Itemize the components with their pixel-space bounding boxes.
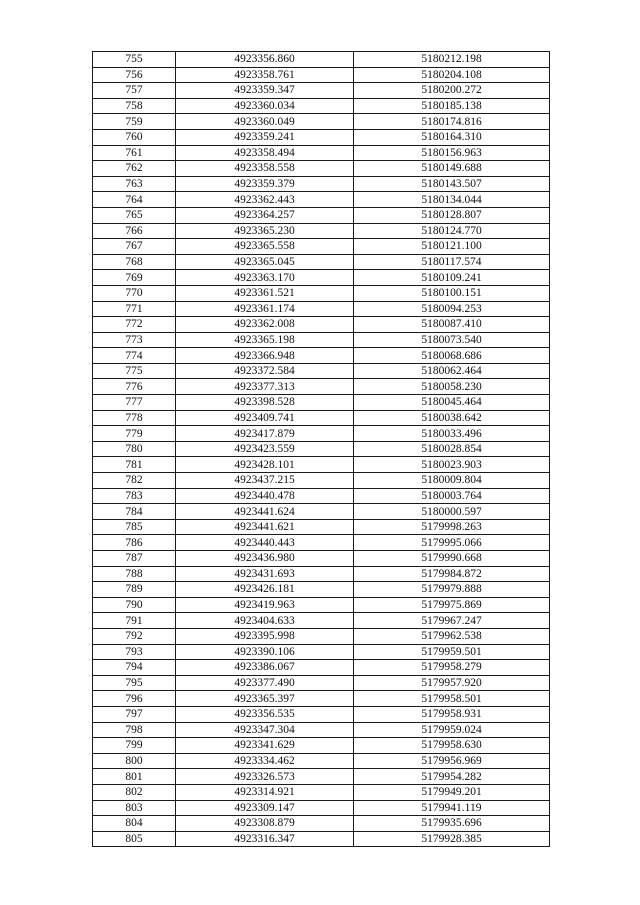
x-coordinate-cell: 4923361.521 <box>176 285 354 301</box>
y-coordinate-cell: 5179959.024 <box>354 722 550 738</box>
y-coordinate-cell: 5179958.501 <box>354 691 550 707</box>
table-row <box>93 301 550 317</box>
table-row <box>93 239 550 255</box>
point-number-cell: 765 <box>93 207 176 223</box>
x-coordinate-cell: 4923347.304 <box>176 722 354 738</box>
table-row <box>93 270 550 286</box>
x-coordinate-cell: 4923359.379 <box>176 176 354 192</box>
y-coordinate-cell: 5180003.764 <box>354 488 550 504</box>
x-coordinate-cell: 4923359.241 <box>176 129 354 145</box>
point-number-cell: 800 <box>93 753 176 769</box>
x-coordinate-cell: 4923440.478 <box>176 488 354 504</box>
y-coordinate-cell: 5179928.385 <box>354 831 550 847</box>
table-row <box>93 83 550 99</box>
x-coordinate-cell: 4923358.494 <box>176 145 354 161</box>
point-number-cell: 781 <box>93 457 176 473</box>
y-coordinate-cell: 5180028.854 <box>354 441 550 457</box>
y-coordinate-cell: 5180143.507 <box>354 176 550 192</box>
y-coordinate-cell: 5180073.540 <box>354 332 550 348</box>
table-row <box>93 457 550 473</box>
y-coordinate-cell: 5180117.574 <box>354 254 550 270</box>
y-coordinate-cell: 5179935.696 <box>354 816 550 832</box>
y-coordinate-cell: 5180087.410 <box>354 317 550 333</box>
point-number-cell: 774 <box>93 348 176 364</box>
y-coordinate-cell: 5180200.272 <box>354 83 550 99</box>
table-row <box>93 675 550 691</box>
table-row <box>93 207 550 223</box>
y-coordinate-cell: 5179959.501 <box>354 644 550 660</box>
y-coordinate-cell: 5180156.963 <box>354 145 550 161</box>
point-number-cell: 788 <box>93 566 176 582</box>
x-coordinate-cell: 4923326.573 <box>176 769 354 785</box>
y-coordinate-cell: 5180164.310 <box>354 129 550 145</box>
y-coordinate-cell: 5179958.931 <box>354 706 550 722</box>
point-number-cell: 771 <box>93 301 176 317</box>
x-coordinate-cell: 4923358.558 <box>176 161 354 177</box>
x-coordinate-cell: 4923356.535 <box>176 706 354 722</box>
table-row <box>93 52 550 68</box>
point-number-cell: 770 <box>93 285 176 301</box>
table-row <box>93 784 550 800</box>
x-coordinate-cell: 4923386.067 <box>176 660 354 676</box>
x-coordinate-cell: 4923395.998 <box>176 628 354 644</box>
y-coordinate-cell: 5180058.230 <box>354 379 550 395</box>
table-row <box>93 192 550 208</box>
y-coordinate-cell: 5180212.198 <box>354 52 550 68</box>
point-number-cell: 805 <box>93 831 176 847</box>
point-number-cell: 763 <box>93 176 176 192</box>
table-row <box>93 395 550 411</box>
x-coordinate-cell: 4923436.980 <box>176 551 354 567</box>
coordinates-table-body <box>93 52 550 847</box>
table-row <box>93 129 550 145</box>
point-number-cell: 795 <box>93 675 176 691</box>
point-number-cell: 773 <box>93 332 176 348</box>
table-row <box>93 67 550 83</box>
x-coordinate-cell: 4923360.034 <box>176 98 354 114</box>
x-coordinate-cell: 4923364.257 <box>176 207 354 223</box>
table-row <box>93 317 550 333</box>
table-row <box>93 644 550 660</box>
point-number-cell: 787 <box>93 551 176 567</box>
coordinates-table <box>92 51 550 847</box>
point-number-cell: 762 <box>93 161 176 177</box>
x-coordinate-cell: 4923365.198 <box>176 332 354 348</box>
table-row <box>93 488 550 504</box>
y-coordinate-cell: 5179962.538 <box>354 628 550 644</box>
table-row <box>93 691 550 707</box>
point-number-cell: 761 <box>93 145 176 161</box>
table-row <box>93 660 550 676</box>
table-row <box>93 379 550 395</box>
y-coordinate-cell: 5180185.138 <box>354 98 550 114</box>
y-coordinate-cell: 5180128.807 <box>354 207 550 223</box>
point-number-cell: 794 <box>93 660 176 676</box>
point-number-cell: 804 <box>93 816 176 832</box>
table-row <box>93 410 550 426</box>
x-coordinate-cell: 4923377.313 <box>176 379 354 395</box>
table-row <box>93 800 550 816</box>
point-number-cell: 776 <box>93 379 176 395</box>
table-row <box>93 98 550 114</box>
x-coordinate-cell: 4923362.443 <box>176 192 354 208</box>
x-coordinate-cell: 4923417.879 <box>176 426 354 442</box>
table-row <box>93 145 550 161</box>
x-coordinate-cell: 4923398.528 <box>176 395 354 411</box>
point-number-cell: 768 <box>93 254 176 270</box>
x-coordinate-cell: 4923360.049 <box>176 114 354 130</box>
y-coordinate-cell: 5179967.247 <box>354 613 550 629</box>
y-coordinate-cell: 5179995.066 <box>354 535 550 551</box>
x-coordinate-cell: 4923390.106 <box>176 644 354 660</box>
point-number-cell: 797 <box>93 706 176 722</box>
table-row <box>93 722 550 738</box>
table-row <box>93 176 550 192</box>
point-number-cell: 785 <box>93 519 176 535</box>
y-coordinate-cell: 5179990.668 <box>354 551 550 567</box>
x-coordinate-cell: 4923363.170 <box>176 270 354 286</box>
point-number-cell: 777 <box>93 395 176 411</box>
x-coordinate-cell: 4923419.963 <box>176 597 354 613</box>
y-coordinate-cell: 5180109.241 <box>354 270 550 286</box>
point-number-cell: 775 <box>93 363 176 379</box>
x-coordinate-cell: 4923423.559 <box>176 441 354 457</box>
x-coordinate-cell: 4923431.693 <box>176 566 354 582</box>
y-coordinate-cell: 5180045.464 <box>354 395 550 411</box>
table-row <box>93 816 550 832</box>
point-number-cell: 782 <box>93 473 176 489</box>
x-coordinate-cell: 4923440.443 <box>176 535 354 551</box>
point-number-cell: 758 <box>93 98 176 114</box>
table-row <box>93 254 550 270</box>
point-number-cell: 778 <box>93 410 176 426</box>
point-number-cell: 791 <box>93 613 176 629</box>
y-coordinate-cell: 5180149.688 <box>354 161 550 177</box>
table-row <box>93 613 550 629</box>
table-row <box>93 753 550 769</box>
point-number-cell: 783 <box>93 488 176 504</box>
y-coordinate-cell: 5179979.888 <box>354 582 550 598</box>
point-number-cell: 803 <box>93 800 176 816</box>
point-number-cell: 755 <box>93 52 176 68</box>
x-coordinate-cell: 4923341.629 <box>176 738 354 754</box>
y-coordinate-cell: 5180000.597 <box>354 504 550 520</box>
point-number-cell: 766 <box>93 223 176 239</box>
y-coordinate-cell: 5180100.151 <box>354 285 550 301</box>
x-coordinate-cell: 4923309.147 <box>176 800 354 816</box>
point-number-cell: 786 <box>93 535 176 551</box>
table-row <box>93 114 550 130</box>
point-number-cell: 759 <box>93 114 176 130</box>
y-coordinate-cell: 5179958.630 <box>354 738 550 754</box>
point-number-cell: 793 <box>93 644 176 660</box>
x-coordinate-cell: 4923441.624 <box>176 504 354 520</box>
table-row <box>93 504 550 520</box>
x-coordinate-cell: 4923365.397 <box>176 691 354 707</box>
table-row <box>93 363 550 379</box>
x-coordinate-cell: 4923372.584 <box>176 363 354 379</box>
y-coordinate-cell: 5180094.253 <box>354 301 550 317</box>
point-number-cell: 799 <box>93 738 176 754</box>
y-coordinate-cell: 5179956.969 <box>354 753 550 769</box>
table-row <box>93 473 550 489</box>
y-coordinate-cell: 5180068.686 <box>354 348 550 364</box>
y-coordinate-cell: 5179984.872 <box>354 566 550 582</box>
y-coordinate-cell: 5180023.903 <box>354 457 550 473</box>
table-row <box>93 597 550 613</box>
table-row <box>93 738 550 754</box>
x-coordinate-cell: 4923428.101 <box>176 457 354 473</box>
x-coordinate-cell: 4923366.948 <box>176 348 354 364</box>
table-row <box>93 223 550 239</box>
y-coordinate-cell: 5179954.282 <box>354 769 550 785</box>
table-row <box>93 535 550 551</box>
point-number-cell: 779 <box>93 426 176 442</box>
y-coordinate-cell: 5179975.869 <box>354 597 550 613</box>
point-number-cell: 764 <box>93 192 176 208</box>
point-number-cell: 792 <box>93 628 176 644</box>
x-coordinate-cell: 4923314.921 <box>176 784 354 800</box>
x-coordinate-cell: 4923334.462 <box>176 753 354 769</box>
point-number-cell: 769 <box>93 270 176 286</box>
y-coordinate-cell: 5179957.920 <box>354 675 550 691</box>
table-row <box>93 566 550 582</box>
x-coordinate-cell: 4923358.761 <box>176 67 354 83</box>
x-coordinate-cell: 4923365.045 <box>176 254 354 270</box>
y-coordinate-cell: 5180062.464 <box>354 363 550 379</box>
x-coordinate-cell: 4923409.741 <box>176 410 354 426</box>
table-row <box>93 706 550 722</box>
y-coordinate-cell: 5179998.263 <box>354 519 550 535</box>
x-coordinate-cell: 4923361.174 <box>176 301 354 317</box>
y-coordinate-cell: 5180174.816 <box>354 114 550 130</box>
y-coordinate-cell: 5180038.642 <box>354 410 550 426</box>
x-coordinate-cell: 4923441.621 <box>176 519 354 535</box>
y-coordinate-cell: 5180204.108 <box>354 67 550 83</box>
point-number-cell: 772 <box>93 317 176 333</box>
point-number-cell: 757 <box>93 83 176 99</box>
table-row <box>93 441 550 457</box>
y-coordinate-cell: 5180033.496 <box>354 426 550 442</box>
x-coordinate-cell: 4923426.181 <box>176 582 354 598</box>
table-row <box>93 519 550 535</box>
table-row <box>93 332 550 348</box>
x-coordinate-cell: 4923377.490 <box>176 675 354 691</box>
x-coordinate-cell: 4923437.215 <box>176 473 354 489</box>
point-number-cell: 760 <box>93 129 176 145</box>
table-row <box>93 582 550 598</box>
point-number-cell: 790 <box>93 597 176 613</box>
x-coordinate-cell: 4923356.860 <box>176 52 354 68</box>
table-row <box>93 426 550 442</box>
point-number-cell: 798 <box>93 722 176 738</box>
y-coordinate-cell: 5180121.100 <box>354 239 550 255</box>
y-coordinate-cell: 5179941.119 <box>354 800 550 816</box>
x-coordinate-cell: 4923316.347 <box>176 831 354 847</box>
y-coordinate-cell: 5180124.770 <box>354 223 550 239</box>
point-number-cell: 784 <box>93 504 176 520</box>
point-number-cell: 796 <box>93 691 176 707</box>
point-number-cell: 756 <box>93 67 176 83</box>
y-coordinate-cell: 5180009.804 <box>354 473 550 489</box>
table-row <box>93 285 550 301</box>
table-row <box>93 769 550 785</box>
x-coordinate-cell: 4923365.230 <box>176 223 354 239</box>
y-coordinate-cell: 5180134.044 <box>354 192 550 208</box>
point-number-cell: 780 <box>93 441 176 457</box>
x-coordinate-cell: 4923308.879 <box>176 816 354 832</box>
point-number-cell: 801 <box>93 769 176 785</box>
x-coordinate-cell: 4923365.558 <box>176 239 354 255</box>
x-coordinate-cell: 4923362.008 <box>176 317 354 333</box>
y-coordinate-cell: 5179949.201 <box>354 784 550 800</box>
x-coordinate-cell: 4923404.633 <box>176 613 354 629</box>
table-row <box>93 628 550 644</box>
x-coordinate-cell: 4923359.347 <box>176 83 354 99</box>
table-row <box>93 831 550 847</box>
table-row <box>93 161 550 177</box>
point-number-cell: 802 <box>93 784 176 800</box>
point-number-cell: 767 <box>93 239 176 255</box>
table-row <box>93 551 550 567</box>
table-row <box>93 348 550 364</box>
point-number-cell: 789 <box>93 582 176 598</box>
y-coordinate-cell: 5179958.279 <box>354 660 550 676</box>
